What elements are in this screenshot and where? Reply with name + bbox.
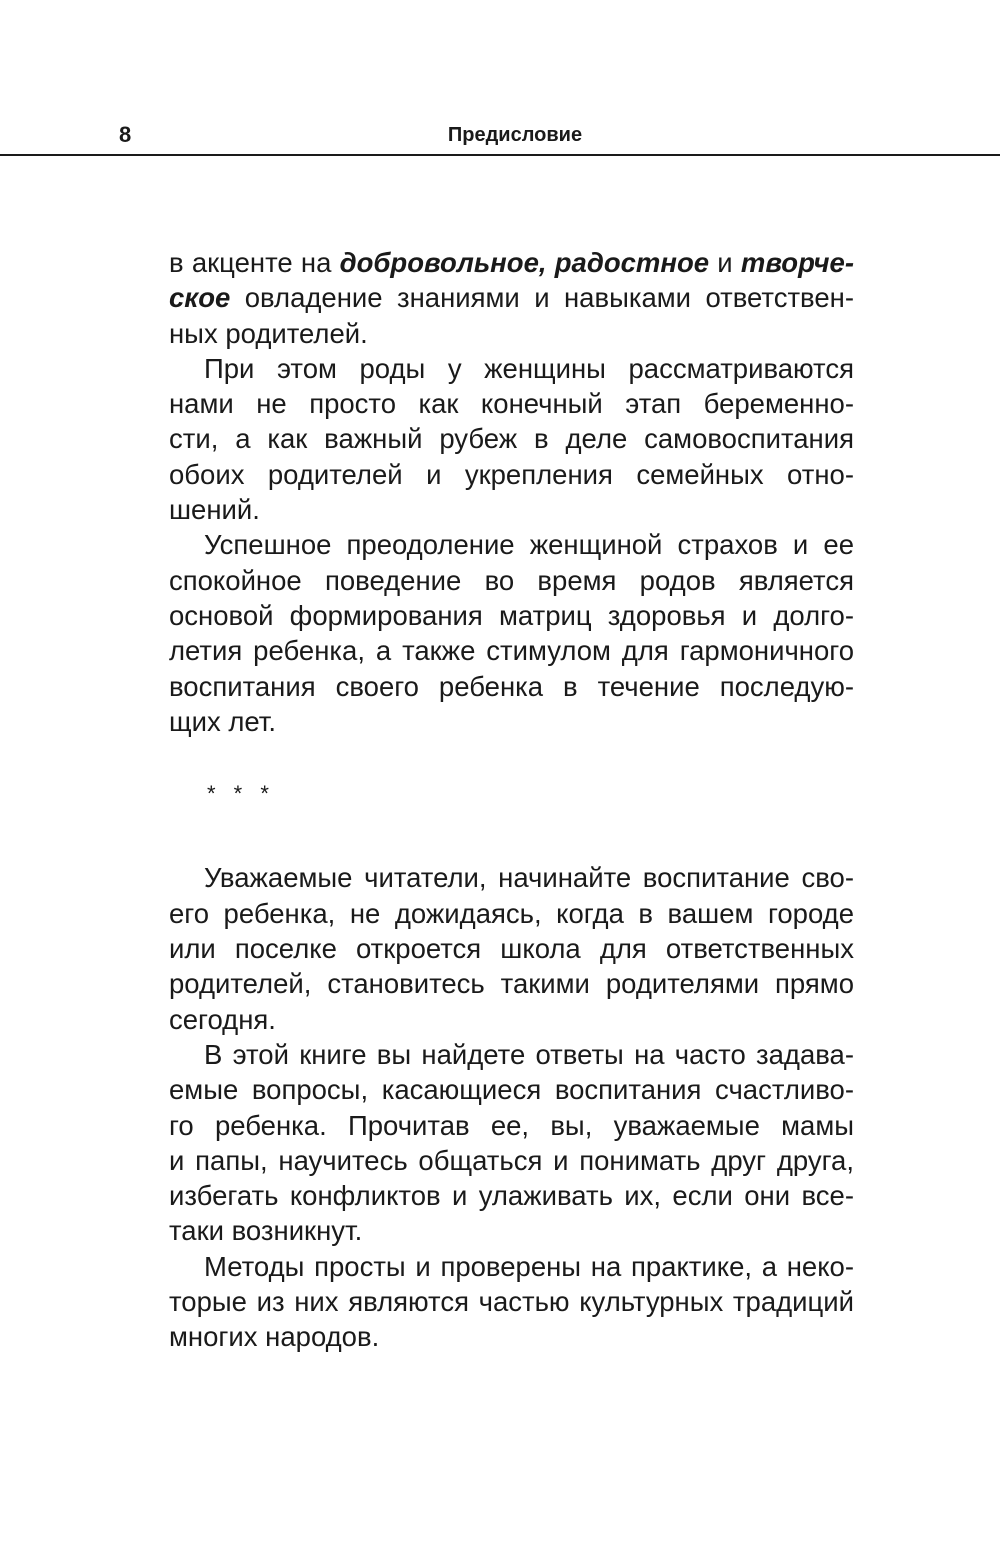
text-line: емые вопросы, касающиеся воспитания счастливо- (169, 1074, 854, 1106)
emphasis-text: творче- (740, 247, 854, 278)
paragraph-1 (169, 245, 854, 351)
text-line: ных родителей. (169, 317, 368, 349)
section-separator: * * * (207, 781, 275, 807)
paragraph-6 (169, 1249, 854, 1355)
paragraph-2 (169, 351, 854, 527)
text-line: спокойное поведение во время родов является (169, 564, 854, 596)
paragraph-3 (169, 527, 854, 739)
text-line: или поселке откроется школа для ответственных (169, 933, 854, 965)
running-header (0, 118, 1000, 156)
text-line: Успешное преодоление женщиной страхов и ее (204, 529, 854, 561)
text-line: торые из них являются частью культурных традиций (169, 1286, 854, 1318)
text-line: шений. (169, 494, 260, 526)
text-line: многих народов. (169, 1321, 380, 1353)
text-line: воспитания своего ребенка в течение последую- (169, 670, 854, 702)
running-title: Предисловие (447, 124, 583, 146)
text-line: его ребенка, не дожидаясь, когда в вашем городе (169, 897, 854, 929)
text-line: го ребенка. Прочитав ее, вы, уважаемые мамы (169, 1109, 854, 1141)
text-line: и папы, научитесь общаться и понимать друг друга, (169, 1144, 854, 1176)
text-line: Методы просты и проверены на практике, а неко- (204, 1250, 854, 1282)
emphasis-text: добровольное, радостное (339, 247, 710, 278)
body-text (169, 245, 854, 1355)
text-line: родителей, становитесь такими родителями прямо (169, 968, 854, 1000)
text-line: Уважаемые читатели, начинайте воспитание сво- (204, 862, 854, 894)
text-line: в акценте на добровольное, радостное и творче- (169, 247, 854, 278)
text-line: При этом роды у женщины рассматриваются (204, 352, 854, 384)
text-line: таки возникнут. (169, 1215, 363, 1247)
text-line: ское овладение знаниями и навыками ответствен- (169, 282, 854, 314)
text-line: обоих родителей и укрепления семейных отно- (169, 458, 854, 490)
text-line: нами не просто как конечный этап беременно- (169, 388, 854, 420)
page-number: 8 (119, 122, 132, 147)
text-line: избегать конфликтов и улаживать их, если они все- (169, 1180, 854, 1212)
text-line: сегодня. (169, 1003, 276, 1035)
text-line: В этой книге вы найдете ответы на часто задава- (204, 1038, 854, 1070)
text-line: летия ребенка, а также стимулом для гармоничного (169, 635, 854, 667)
text-line: основой формирования матриц здоровья и долго- (169, 599, 854, 631)
paragraph-4 (169, 860, 854, 1036)
text-line: щих лет. (169, 705, 276, 737)
text-line: сти, а как важный рубеж в деле самовоспитания (169, 423, 854, 455)
emphasis-text: ское (169, 282, 231, 314)
paragraph-5 (169, 1037, 854, 1249)
